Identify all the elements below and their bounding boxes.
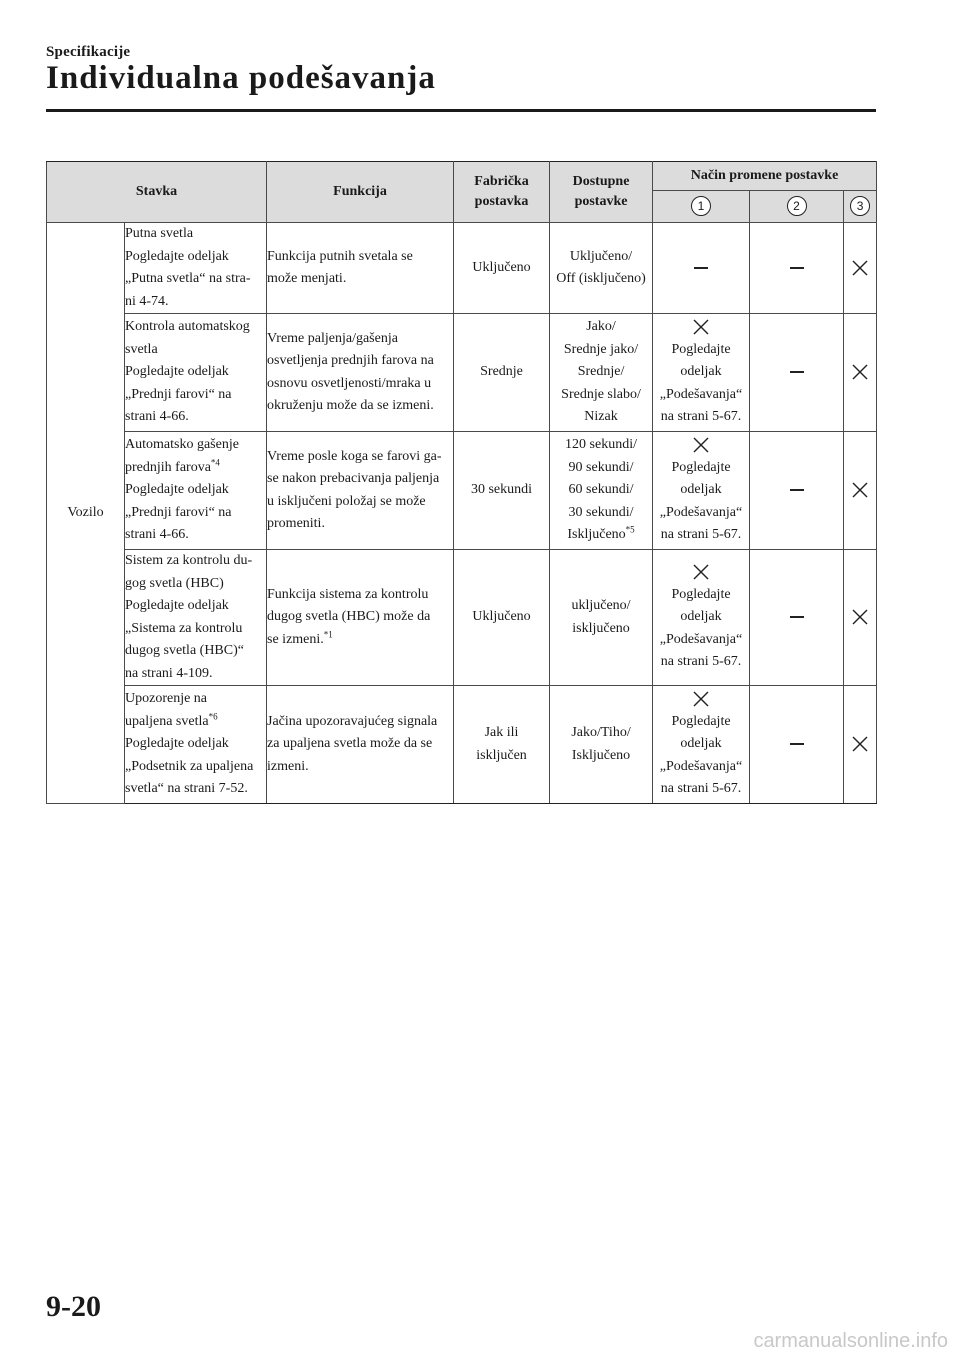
available-cell bbox=[550, 223, 653, 314]
available-text-line: 90 sekundi/ bbox=[568, 459, 634, 475]
method-3-cell bbox=[844, 432, 877, 550]
page-number: 9-20 bbox=[46, 1290, 101, 1323]
available-text-line: Jako/Tiho/ bbox=[571, 725, 631, 740]
function-text-line: za upaljena svetla može da se bbox=[267, 736, 433, 752]
default-cell bbox=[454, 314, 550, 432]
method-ref-line: odeljak bbox=[680, 364, 722, 380]
circled-number-3-icon: 3 bbox=[850, 196, 870, 216]
x-mark-icon bbox=[691, 689, 711, 709]
page-title: Individualna podešavanja bbox=[46, 60, 436, 96]
method-ref-line: Pogledajte bbox=[671, 586, 731, 602]
method-1-cell bbox=[653, 432, 750, 550]
method-ref-line: na strani 5-67. bbox=[660, 409, 742, 425]
method-3-cell bbox=[844, 550, 877, 686]
available-cell bbox=[550, 686, 653, 804]
method-ref-line: odeljak bbox=[680, 482, 722, 498]
method-2-cell bbox=[750, 314, 844, 432]
column-header-available: Dostupne postavke bbox=[550, 162, 653, 223]
item-text-line: Pogledajte odeljak bbox=[125, 364, 229, 380]
method-ref-line: na strani 5-67. bbox=[660, 781, 742, 797]
default-text-line: isključen bbox=[476, 747, 527, 763]
item-text-line: „Prednji farovi“ na bbox=[125, 386, 232, 402]
watermark: carmanualsonline.info bbox=[753, 1330, 948, 1352]
default-cell bbox=[454, 432, 550, 550]
item-cell bbox=[125, 223, 267, 314]
item-text-line: strani 4-66. bbox=[125, 527, 189, 543]
available-text-line: uključeno/ bbox=[571, 598, 631, 613]
method-ref-line: „Podešavanja“ bbox=[659, 758, 743, 774]
column-header-method: Način promene postavke bbox=[653, 162, 877, 191]
available-cell bbox=[550, 314, 653, 432]
item-text-line: Sistem za kontrolu du- bbox=[125, 553, 253, 568]
function-text-line: u isključeni položaj se može bbox=[267, 493, 426, 509]
function-cell bbox=[267, 432, 454, 550]
function-text-line: Jačina upozoravajućeg signala bbox=[267, 713, 438, 729]
item-text-line: prednjih farova$^{*4}$ bbox=[125, 457, 220, 475]
item-text-line: dugog svetla (HBC)“ bbox=[125, 643, 244, 658]
item-text-line: „Putna svetla“ na stra- bbox=[125, 271, 251, 286]
table-row bbox=[47, 314, 877, 432]
function-text-line: osvetljenja prednjih farova na bbox=[267, 353, 434, 368]
item-cell bbox=[125, 432, 267, 550]
item-text-line: upaljena svetla$^{*6}$ bbox=[125, 711, 218, 729]
available-text-line: Srednje/ bbox=[577, 364, 625, 380]
item-cell bbox=[125, 550, 267, 686]
x-mark-icon bbox=[691, 435, 711, 455]
item-text-line: Putna svetla bbox=[125, 226, 194, 241]
method-2-cell bbox=[750, 432, 844, 550]
available-text-line: 60 sekundi/ bbox=[568, 482, 634, 498]
default-cell bbox=[454, 550, 550, 686]
function-text-line: se nakon prebacivanja paljenja bbox=[267, 471, 440, 486]
method-ref-line: odeljak bbox=[680, 736, 722, 752]
available-text-line: Srednje slabo/ bbox=[561, 386, 641, 402]
function-text-line: osnovu osvetljenosti/mraka u bbox=[267, 375, 432, 391]
available-text-line: Srednje jako/ bbox=[563, 341, 639, 357]
available-text-line: Nizak bbox=[584, 409, 618, 425]
available-text-line: Uključeno/ bbox=[569, 248, 633, 264]
x-mark-icon bbox=[691, 317, 711, 337]
available-text-line: 30 sekundi/ bbox=[568, 504, 634, 520]
function-text-line: se izmeni.$^{*1}$ bbox=[267, 629, 333, 647]
item-text-line: „Prednji farovi“ na bbox=[125, 504, 232, 520]
method-2-cell bbox=[750, 223, 844, 314]
method-1-cell bbox=[653, 314, 750, 432]
section-label: Specifikacije bbox=[46, 44, 131, 60]
category-cell: Vozilo bbox=[47, 223, 125, 804]
method-1-cell bbox=[653, 223, 750, 314]
dash-icon bbox=[790, 267, 804, 269]
item-text-line: na strani 4-109. bbox=[125, 665, 213, 681]
method-ref-line: „Podešavanja“ bbox=[659, 631, 743, 647]
footnote-ref: *4 bbox=[210, 457, 220, 468]
item-text-line: Automatsko gašenje bbox=[125, 437, 239, 453]
footnote-ref: *6 bbox=[208, 711, 218, 722]
footnote-ref: *1 bbox=[323, 629, 333, 640]
x-mark-icon bbox=[850, 258, 870, 278]
available-text-line: 120 sekundi/ bbox=[565, 437, 637, 453]
x-mark-icon bbox=[850, 734, 870, 754]
item-text-line: Pogledajte odeljak bbox=[125, 248, 229, 264]
item-cell bbox=[125, 314, 267, 432]
function-text-line: izmeni. bbox=[267, 758, 309, 774]
function-text-line: Funkcija sistema za kontrolu bbox=[267, 586, 429, 602]
item-text-line: „Sistema za kontrolu bbox=[125, 620, 243, 636]
method-3-cell bbox=[844, 314, 877, 432]
function-text-line: može menjati. bbox=[267, 271, 347, 286]
available-cell bbox=[550, 550, 653, 686]
method-ref-line: na strani 5-67. bbox=[660, 654, 742, 670]
table-row bbox=[47, 550, 877, 686]
available-text-line: isključeno bbox=[572, 620, 630, 636]
dash-icon bbox=[790, 489, 804, 491]
default-cell bbox=[454, 686, 550, 804]
dash-icon bbox=[694, 267, 708, 269]
function-text-line: dugog svetla (HBC) može da bbox=[267, 609, 431, 625]
function-text-line: Vreme paljenja/gašenja bbox=[267, 330, 398, 346]
function-text-line: promeniti. bbox=[267, 516, 325, 531]
item-text-line: gog svetla (HBC) bbox=[125, 575, 224, 591]
available-text-line: Isključeno$^{*5}$ bbox=[567, 524, 635, 543]
x-mark-icon bbox=[850, 607, 870, 627]
footnote-ref: *5 bbox=[625, 524, 635, 535]
default-text-line: Jak ili bbox=[484, 725, 519, 740]
method-ref-line: Pogledajte bbox=[671, 341, 731, 357]
method-ref-line: na strani 5-67. bbox=[660, 527, 742, 543]
column-header-default: Fabrička postavka bbox=[454, 162, 550, 223]
method-ref-line: Pogledajte bbox=[671, 459, 731, 475]
method-ref-line: „Podešavanja“ bbox=[659, 504, 743, 520]
function-cell bbox=[267, 686, 454, 804]
dash-icon bbox=[790, 371, 804, 373]
circled-number-1-icon: 1 bbox=[691, 196, 711, 216]
method-2-cell bbox=[750, 550, 844, 686]
function-text-line: Vreme posle koga se farovi ga- bbox=[267, 448, 442, 464]
method-ref-line: „Podešavanja“ bbox=[659, 386, 743, 402]
default-text-line: Srednje bbox=[480, 364, 523, 380]
item-text-line: Upozorenje na bbox=[125, 691, 208, 707]
method-2-header bbox=[750, 191, 844, 223]
item-text-line: „Podsetnik za upaljena bbox=[125, 758, 254, 774]
circled-number-2-icon: 2 bbox=[787, 196, 807, 216]
method-1-cell bbox=[653, 686, 750, 804]
available-text-line: Isključeno bbox=[571, 747, 631, 763]
column-header-function: Funkcija bbox=[267, 162, 454, 223]
method-1-cell bbox=[653, 550, 750, 686]
item-text-line: Pogledajte odeljak bbox=[125, 736, 229, 752]
function-text-line: Funkcija putnih svetala se bbox=[267, 248, 413, 264]
method-3-header bbox=[844, 191, 877, 223]
function-cell bbox=[267, 223, 454, 314]
default-cell bbox=[454, 223, 550, 314]
function-cell bbox=[267, 550, 454, 686]
item-text-line: strani 4-66. bbox=[125, 409, 189, 425]
dash-icon bbox=[790, 616, 804, 618]
dash-icon bbox=[790, 743, 804, 745]
table-row bbox=[47, 223, 877, 314]
x-mark-icon bbox=[691, 562, 711, 582]
table-row bbox=[47, 686, 877, 804]
item-cell bbox=[125, 686, 267, 804]
default-text-line: Uključeno bbox=[472, 609, 531, 625]
table-row bbox=[47, 432, 877, 550]
method-ref-line: Pogledajte bbox=[671, 713, 731, 729]
method-1-header bbox=[653, 191, 750, 223]
available-text-line: Off (isključeno) bbox=[556, 271, 646, 286]
item-text-line: ni 4-74. bbox=[125, 293, 169, 309]
function-cell bbox=[267, 314, 454, 432]
settings-table bbox=[46, 161, 877, 804]
item-text-line: Kontrola automatskog bbox=[125, 319, 250, 335]
method-2-cell bbox=[750, 686, 844, 804]
column-header-item: Stavka bbox=[47, 162, 267, 223]
x-mark-icon bbox=[850, 480, 870, 500]
item-text-line: Pogledajte odeljak bbox=[125, 482, 229, 498]
item-text-line: svetla bbox=[125, 341, 158, 357]
function-text-line: okruženju može da se izmeni. bbox=[267, 398, 434, 413]
default-text-line: Uključeno bbox=[472, 259, 531, 275]
method-3-cell bbox=[844, 686, 877, 804]
item-text-line: Pogledajte odeljak bbox=[125, 598, 229, 613]
method-ref-line: odeljak bbox=[680, 609, 722, 625]
default-text-line: 30 sekundi bbox=[470, 482, 533, 498]
available-cell bbox=[550, 432, 653, 550]
x-mark-icon bbox=[850, 362, 870, 382]
available-text-line: Jako/ bbox=[586, 319, 616, 335]
title-divider bbox=[46, 109, 876, 112]
method-3-cell bbox=[844, 223, 877, 314]
item-text-line: svetla“ na strani 7-52. bbox=[125, 781, 248, 797]
